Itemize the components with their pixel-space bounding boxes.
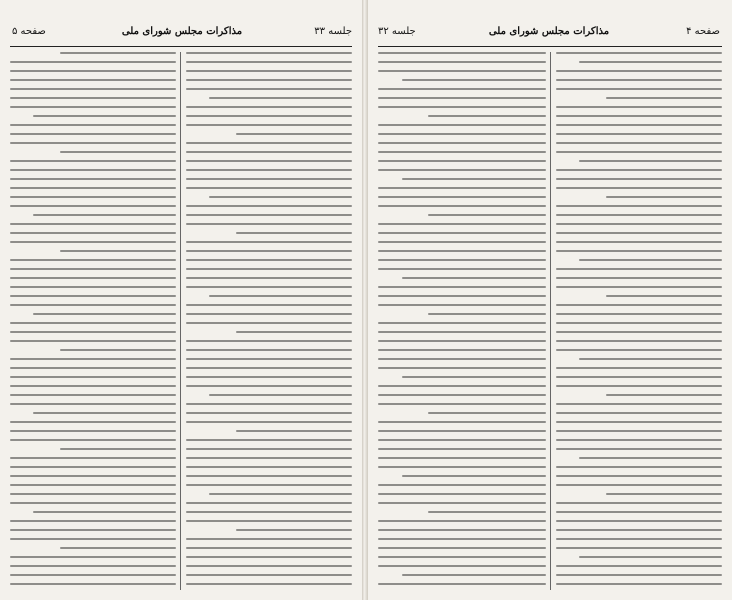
text-line: [186, 502, 352, 504]
text-line: [186, 403, 352, 405]
text-line: [10, 259, 176, 261]
text-line: [186, 169, 352, 171]
text-line: [378, 124, 546, 126]
text-line: [606, 493, 722, 495]
text-line: [10, 88, 176, 90]
text-line: [33, 214, 176, 216]
text-line: [556, 565, 722, 567]
text-line: [10, 475, 176, 477]
text-line: [556, 538, 722, 540]
text-line: [378, 430, 546, 432]
text-line: [186, 124, 352, 126]
text-line: [186, 61, 352, 63]
text-line: [378, 268, 546, 270]
text-line: [378, 583, 546, 585]
text-line: [186, 286, 352, 288]
text-line: [10, 358, 176, 360]
right-page-title: مذاکرات مجلس شورای ملی: [488, 26, 610, 37]
text-line: [556, 304, 722, 306]
text-line: [186, 376, 352, 378]
text-line: [10, 583, 176, 585]
text-line: [556, 115, 722, 117]
text-line: [402, 475, 546, 477]
text-line: [556, 70, 722, 72]
text-line: [378, 565, 546, 567]
text-line: [33, 412, 176, 414]
text-line: [556, 187, 722, 189]
text-line: [186, 574, 352, 576]
text-line: [579, 160, 722, 162]
text-line: [402, 79, 546, 81]
text-line: [209, 295, 352, 297]
text-line: [10, 430, 176, 432]
text-line: [10, 574, 176, 576]
text-line: [378, 457, 546, 459]
text-line: [378, 295, 546, 297]
text-line: [428, 511, 546, 513]
text-line: [378, 529, 546, 531]
text-line: [556, 79, 722, 81]
text-line: [579, 259, 722, 261]
text-line: [10, 457, 176, 459]
text-line: [10, 502, 176, 504]
right-page-session: جلسه ۳۲: [378, 26, 416, 37]
text-line: [556, 439, 722, 441]
text-line: [186, 349, 352, 351]
left-column-divider: [180, 52, 181, 590]
text-line: [186, 277, 352, 279]
text-line: [10, 421, 176, 423]
text-line: [378, 142, 546, 144]
text-line: [33, 313, 176, 315]
text-line: [186, 52, 352, 54]
text-line: [556, 448, 722, 450]
text-line: [378, 61, 546, 63]
text-line: [606, 97, 722, 99]
text-line: [186, 466, 352, 468]
right-column-divider: [550, 52, 551, 590]
text-line: [10, 385, 176, 387]
text-line: [10, 241, 176, 243]
text-line: [556, 142, 722, 144]
text-line: [186, 385, 352, 387]
text-line: [556, 322, 722, 324]
text-line: [186, 358, 352, 360]
right-page-column-1: [378, 52, 546, 590]
text-line: [10, 97, 176, 99]
text-line: [378, 421, 546, 423]
text-line: [236, 529, 352, 531]
text-line: [10, 484, 176, 486]
text-line: [209, 394, 352, 396]
text-line: [186, 565, 352, 567]
text-line: [186, 511, 352, 513]
text-line: [186, 160, 352, 162]
text-line: [556, 421, 722, 423]
left-page-column-1: [10, 52, 176, 590]
text-line: [378, 484, 546, 486]
text-line: [186, 223, 352, 225]
text-line: [10, 331, 176, 333]
text-line: [186, 304, 352, 306]
text-line: [556, 169, 722, 171]
text-line: [10, 268, 176, 270]
text-line: [556, 574, 722, 576]
text-line: [10, 106, 176, 108]
text-line: [378, 358, 546, 360]
text-line: [378, 403, 546, 405]
text-line: [556, 547, 722, 549]
text-line: [186, 556, 352, 558]
text-line: [236, 430, 352, 432]
text-line: [556, 367, 722, 369]
text-line: [60, 52, 176, 54]
text-line: [10, 340, 176, 342]
text-line: [10, 439, 176, 441]
text-line: [378, 547, 546, 549]
text-line: [378, 187, 546, 189]
text-line: [209, 97, 352, 99]
text-line: [378, 448, 546, 450]
text-line: [378, 88, 546, 90]
text-line: [378, 439, 546, 441]
text-line: [556, 214, 722, 216]
right-header-rule: [378, 46, 722, 47]
text-line: [556, 475, 722, 477]
text-line: [10, 232, 176, 234]
text-line: [186, 457, 352, 459]
text-line: [10, 205, 176, 207]
text-line: [186, 79, 352, 81]
text-line: [428, 412, 546, 414]
text-line: [378, 106, 546, 108]
text-line: [10, 493, 176, 495]
text-line: [378, 232, 546, 234]
text-line: [378, 97, 546, 99]
text-line: [10, 403, 176, 405]
text-line: [556, 124, 722, 126]
text-line: [186, 421, 352, 423]
text-line: [378, 556, 546, 558]
text-line: [556, 232, 722, 234]
text-line: [236, 133, 352, 135]
text-line: [186, 187, 352, 189]
text-line: [606, 295, 722, 297]
text-line: [186, 214, 352, 216]
text-line: [10, 295, 176, 297]
text-line: [186, 259, 352, 261]
text-line: [10, 529, 176, 531]
text-line: [186, 583, 352, 585]
text-line: [10, 187, 176, 189]
text-line: [186, 412, 352, 414]
text-line: [556, 403, 722, 405]
text-line: [402, 178, 546, 180]
text-line: [378, 394, 546, 396]
text-line: [186, 151, 352, 153]
text-line: [378, 160, 546, 162]
text-line: [33, 115, 176, 117]
text-line: [556, 241, 722, 243]
text-line: [556, 106, 722, 108]
text-line: [60, 349, 176, 351]
text-line: [378, 241, 546, 243]
text-line: [556, 502, 722, 504]
text-line: [556, 385, 722, 387]
right-page: [368, 0, 732, 600]
text-line: [378, 250, 546, 252]
text-line: [556, 511, 722, 513]
text-line: [378, 493, 546, 495]
text-line: [579, 457, 722, 459]
text-line: [378, 52, 546, 54]
text-line: [186, 106, 352, 108]
text-line: [556, 412, 722, 414]
right-page-header: [378, 26, 720, 42]
text-line: [186, 475, 352, 477]
text-line: [10, 223, 176, 225]
text-line: [556, 520, 722, 522]
left-page-number: صفحه ۵: [12, 26, 46, 37]
text-line: [186, 178, 352, 180]
text-line: [186, 142, 352, 144]
text-line: [556, 430, 722, 432]
text-line: [10, 61, 176, 63]
text-line: [10, 466, 176, 468]
text-line: [186, 367, 352, 369]
text-line: [378, 70, 546, 72]
text-line: [186, 439, 352, 441]
text-line: [10, 304, 176, 306]
text-line: [402, 574, 546, 576]
text-line: [209, 493, 352, 495]
text-line: [10, 538, 176, 540]
text-line: [60, 547, 176, 549]
text-line: [60, 151, 176, 153]
left-page-title: مذاکرات مجلس شورای ملی: [121, 26, 243, 37]
text-line: [378, 169, 546, 171]
text-line: [186, 250, 352, 252]
text-line: [556, 250, 722, 252]
text-line: [10, 565, 176, 567]
text-line: [10, 277, 176, 279]
text-line: [186, 520, 352, 522]
text-line: [378, 340, 546, 342]
text-line: [236, 232, 352, 234]
text-line: [378, 520, 546, 522]
text-line: [556, 376, 722, 378]
text-line: [186, 88, 352, 90]
text-line: [556, 133, 722, 135]
left-page: [0, 0, 362, 600]
text-line: [10, 556, 176, 558]
text-line: [10, 169, 176, 171]
text-line: [236, 331, 352, 333]
text-line: [186, 115, 352, 117]
left-header-rule: [10, 46, 352, 47]
text-line: [579, 556, 722, 558]
text-line: [186, 322, 352, 324]
text-line: [556, 88, 722, 90]
text-line: [378, 385, 546, 387]
text-line: [378, 259, 546, 261]
text-line: [606, 394, 722, 396]
text-line: [186, 484, 352, 486]
text-line: [556, 529, 722, 531]
text-line: [402, 376, 546, 378]
text-line: [556, 340, 722, 342]
text-line: [10, 394, 176, 396]
text-line: [428, 214, 546, 216]
text-line: [378, 367, 546, 369]
text-line: [60, 448, 176, 450]
text-line: [402, 277, 546, 279]
text-line: [10, 124, 176, 126]
text-line: [556, 331, 722, 333]
left-page-header: [12, 26, 352, 42]
text-line: [428, 115, 546, 117]
left-page-column-2: [186, 52, 352, 590]
text-line: [556, 277, 722, 279]
text-line: [186, 538, 352, 540]
text-line: [186, 268, 352, 270]
text-line: [10, 367, 176, 369]
text-line: [186, 547, 352, 549]
text-line: [60, 250, 176, 252]
text-line: [378, 538, 546, 540]
text-line: [378, 151, 546, 153]
text-line: [378, 133, 546, 135]
text-line: [378, 286, 546, 288]
text-line: [556, 52, 722, 54]
text-line: [10, 79, 176, 81]
text-line: [556, 268, 722, 270]
text-line: [556, 484, 722, 486]
text-line: [378, 196, 546, 198]
text-line: [186, 448, 352, 450]
text-line: [378, 223, 546, 225]
text-line: [378, 331, 546, 333]
text-line: [556, 178, 722, 180]
text-line: [10, 376, 176, 378]
text-line: [428, 313, 546, 315]
text-line: [10, 286, 176, 288]
text-line: [378, 502, 546, 504]
text-line: [556, 349, 722, 351]
text-line: [10, 142, 176, 144]
text-line: [186, 340, 352, 342]
text-line: [556, 205, 722, 207]
text-line: [606, 196, 722, 198]
text-line: [579, 61, 722, 63]
text-line: [10, 133, 176, 135]
text-line: [10, 520, 176, 522]
text-line: [10, 178, 176, 180]
left-page-session: جلسه ۳۳: [314, 26, 352, 37]
text-line: [556, 583, 722, 585]
text-line: [556, 286, 722, 288]
text-line: [10, 70, 176, 72]
right-page-number: صفحه ۴: [686, 26, 720, 37]
text-line: [556, 223, 722, 225]
text-line: [186, 241, 352, 243]
text-line: [556, 151, 722, 153]
text-line: [378, 466, 546, 468]
text-line: [579, 358, 722, 360]
text-line: [10, 322, 176, 324]
text-line: [33, 511, 176, 513]
right-page-column-2: [556, 52, 722, 590]
text-line: [186, 313, 352, 315]
text-line: [10, 196, 176, 198]
text-line: [209, 196, 352, 198]
text-line: [556, 466, 722, 468]
text-line: [378, 322, 546, 324]
text-line: [556, 313, 722, 315]
text-line: [186, 70, 352, 72]
text-line: [378, 304, 546, 306]
text-line: [378, 349, 546, 351]
text-line: [10, 160, 176, 162]
text-line: [186, 205, 352, 207]
text-line: [378, 205, 546, 207]
